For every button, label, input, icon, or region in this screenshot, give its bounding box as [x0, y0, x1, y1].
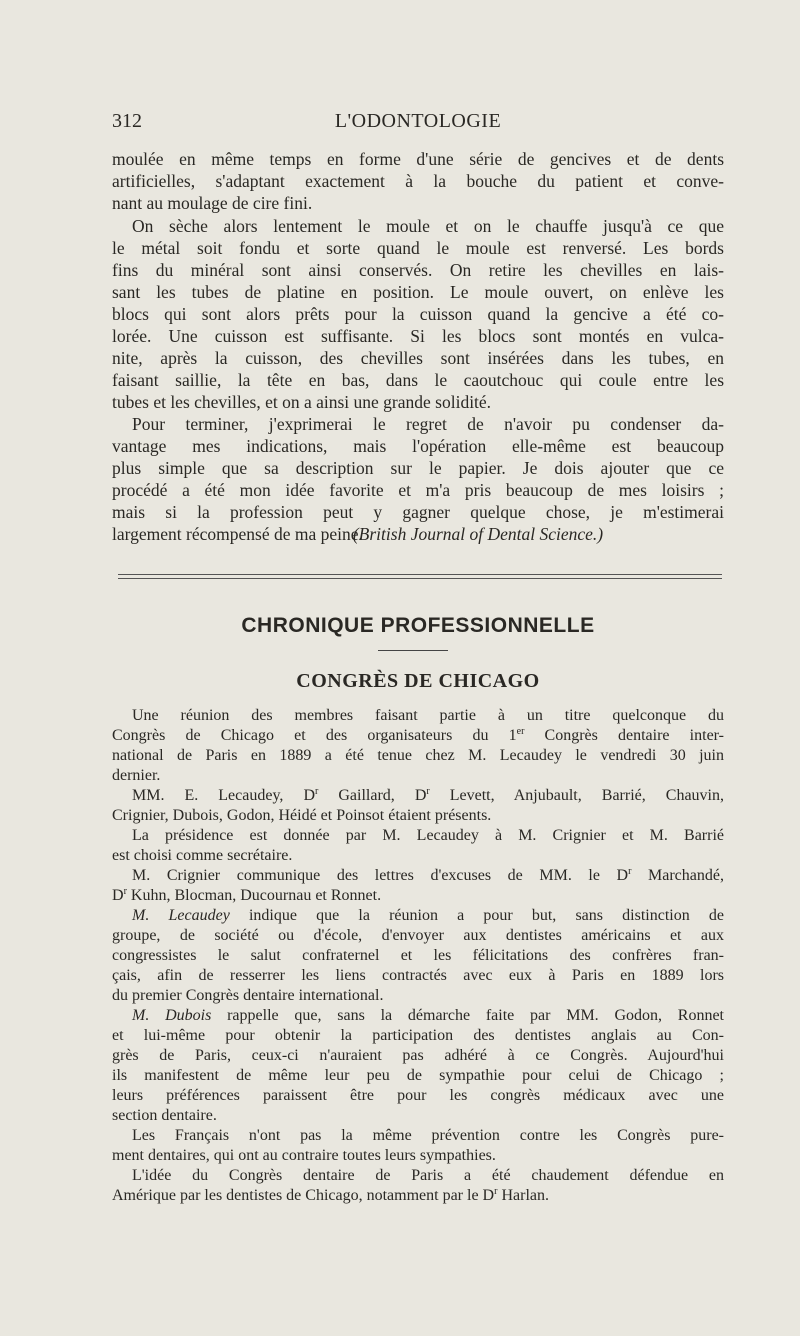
source-citation: (British Journal of Dental Science.)	[352, 524, 604, 544]
running-header	[112, 110, 724, 138]
article-paragraph-3: Pour terminer, j'exprimerai le regret de n'avoir pu condenser da- vantage mes indications, mais l'opération elle-même est beaucoup plus simple que sa description sur le papier. Je dois ajouter que ce procédé a été mon idée favorite et m'a pris beaucoup de mes loisirs ; mais si la profession peut y gagner quelque chose, je m'estimerai largement récompensé de ma peine.	[112, 414, 724, 544]
section-divider-top	[118, 574, 722, 575]
chronicle-paragraph-6: M. Dubois rappelle que, sans la démarche faite par MM. Godon, Ronnet et lui-même pour obtenir la participation des dentistes anglais au Con- grès de Paris, ceux-ci n'auraient pas adhéré à ce Congrès. Aujourd'hui ils manifestent de même leur peu de sympathie pour celui de Chicago ; leurs préférences paraissent être pour les congrès médicaux avec une section dentaire.	[112, 1007, 724, 1124]
chronicle-paragraph-7: Les Français n'ont pas la même prévention contre les Congrès pure- ment dentaires, qui ont au contraire toutes leurs sympathies.	[112, 1127, 724, 1164]
title-underline	[378, 650, 448, 651]
chronicle-paragraph-3: La présidence est donnée par M. Lecaudey à M. Crignier et M. Barrié est choisi comme secrétaire.	[112, 827, 724, 864]
section-divider-bottom	[118, 578, 722, 579]
chronicle-paragraph-2: MM. E. Lecaudey, $D^r$ Gaillard, $D^r$ Levett, Anjubault, Barrié, Chauvin, Crignier, Dubois, Godon, Héidé et Poinsot étaient présents.	[112, 786, 724, 824]
page-number: 312	[112, 110, 142, 132]
chronicle-paragraph-5: M. Lecaudey indique que la réunion a pour but, sans distinction de groupe, de société ou d'école, d'envoyer aux dentistes américains et aux congressistes le salut confraternel et les félicitations des confrères fran- çais, afin de resserrer les liens contractés avec eux à Paris en 1889 lors du premier Congrès dentaire international.	[112, 907, 724, 1004]
chronicle-paragraph-1: Une réunion des membres faisant partie à un titre quelconque du Congrès de Chicago et des organisateurs du 1er Congrès dentaire inter- national de Paris en 1889 a été tenue chez M. Lecaudey le vendredi 30 juin dernier.	[112, 707, 725, 784]
subsection-title: CONGRÈS DE CHICAGO	[296, 670, 540, 692]
section-title: CHRONIQUE PROFESSIONNELLE	[241, 614, 595, 637]
running-title: L'ODONTOLOGIE	[334, 110, 502, 132]
chronicle-paragraph-4: M. Crignier communique des lettres d'excuses de MM. le $D^r$ Marchandé, $D^r$ Kuhn, Blocman, Ducournau et Ronnet.	[112, 866, 724, 904]
article-paragraph-1: moulée en même temps en forme d'une série de gencives et de dents artificielles, s'adaptant exactement à la bouche du patient et conve- nant au moulage de cire fini.	[112, 149, 724, 213]
chronicle-paragraph-8: L'idée du Congrès dentaire de Paris a été chaudement défendue en Amérique par les dentistes de Chicago, notamment par le $D^r$ Harlan.	[112, 1167, 724, 1204]
article-paragraph-2: On sèche alors lentement le moule et on le chauffe jusqu'à ce que le métal soit fondu et sorte quand le moule est renversé. Les bords fins du minéral sont ainsi conservés. On retire les chevilles en lais- sant les tubes de platine en position. Le moule ouvert, on enlève les blocs qui sont alors prêts pour la cuisson quand la gencive a été co- lorée. Une cuisson est suffisante. Si les blocs sont montés en vulca- nite, après la cuisson, des chevilles sont insérées dans les tubes, en faisant saillie, la tête en bas, dans le caoutchouc qui coule entre les tubes et les chevilles, et on a ainsi une grande solidité.	[112, 216, 724, 412]
